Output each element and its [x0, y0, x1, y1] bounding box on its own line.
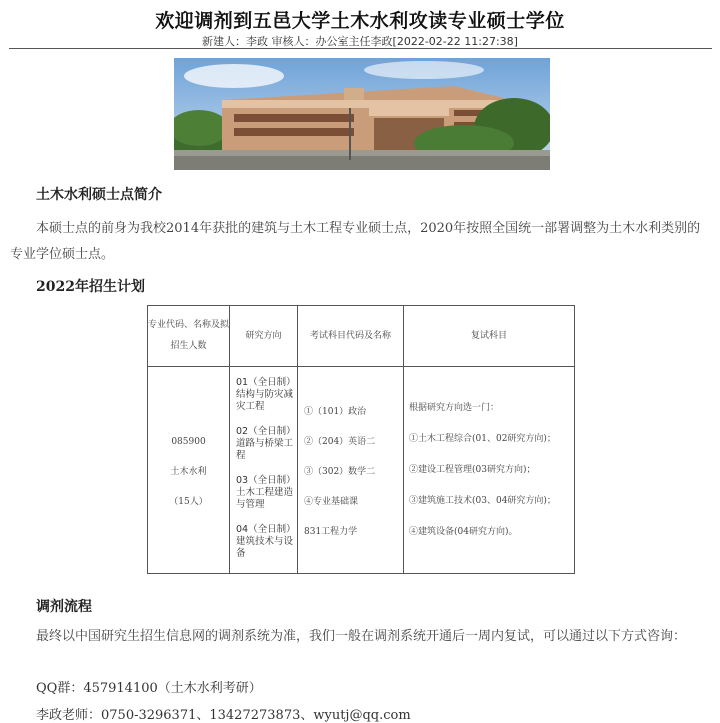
program-code: 085900	[171, 437, 206, 447]
retest-item: ③建筑施工技术(03、04研究方向)；	[409, 496, 556, 506]
table-row	[148, 367, 575, 574]
exam-item: ②（204）英语二	[304, 437, 376, 447]
column-header: 专业代码、名称及拟招生人数	[148, 306, 230, 367]
process-heading: 调剂流程	[36, 599, 92, 615]
qq-group-info: QQ群：457914100（土木水利考研）	[36, 681, 262, 696]
enrollment-plan-table	[147, 305, 575, 574]
column-header: 复试科目	[404, 306, 575, 367]
exam-item: ④专业基础课	[304, 497, 359, 507]
intro-paragraph: 本硕士点的前身为我校2014年获批的建筑与土木工程专业硕士点，2020年按照全国统一部署调整为土木水利类别的专业学位硕士点。	[10, 221, 701, 262]
direction-item: 02（全日制）道路与桥梁工程	[236, 426, 294, 461]
program-count: （15人）	[169, 497, 208, 507]
exam-item: 831工程力学	[304, 527, 358, 537]
exams-cell	[298, 367, 404, 574]
table-header-row	[148, 306, 575, 367]
contact-info: 李政老师：0750-3296371、13427273873、wyutj@qq.com	[36, 708, 411, 723]
direction-item: 01（全日制）结构与防灾减灾工程	[236, 377, 294, 412]
directions-cell	[230, 367, 298, 574]
campus-building-photo	[174, 58, 550, 170]
program-cell	[148, 367, 230, 574]
column-header: 研究方向	[230, 306, 298, 367]
retest-item: ②建设工程管理(03研究方向)；	[409, 465, 536, 475]
plan-heading: 2022年招生计划	[36, 279, 145, 295]
exam-item: ①（101）政治	[304, 407, 367, 417]
title-divider	[9, 48, 712, 49]
exam-item: ③（302）数学二	[304, 467, 376, 477]
page-title: 欢迎调剂到五邑大学土木水利攻读专业硕士学位	[155, 10, 565, 32]
retest-item: ④建筑设备(04研究方向)。	[409, 527, 518, 537]
retest-cell	[404, 367, 575, 574]
retest-item: ①土木工程综合(01、02研究方向)；	[409, 434, 556, 444]
program-name: 土木水利	[170, 467, 207, 477]
retest-item: 根据研究方向选一门：	[409, 403, 500, 413]
direction-item: 03（全日制）土木工程建造与管理	[236, 475, 294, 510]
intro-heading: 土木水利硕士点简介	[36, 187, 162, 203]
direction-item: 04（全日制）建筑技术与设备	[236, 524, 294, 559]
article-meta: 新建人：李政 审核人：办公室主任李政[2022-02-22 11:27:38]	[202, 35, 518, 48]
column-header: 考试科目代码及名称	[298, 306, 404, 367]
process-paragraph: 最终以中国研究生招生信息网的调剂系统为准，我们一般在调剂系统开通后一周内复试，可以通过以下方式咨询：	[36, 629, 687, 644]
